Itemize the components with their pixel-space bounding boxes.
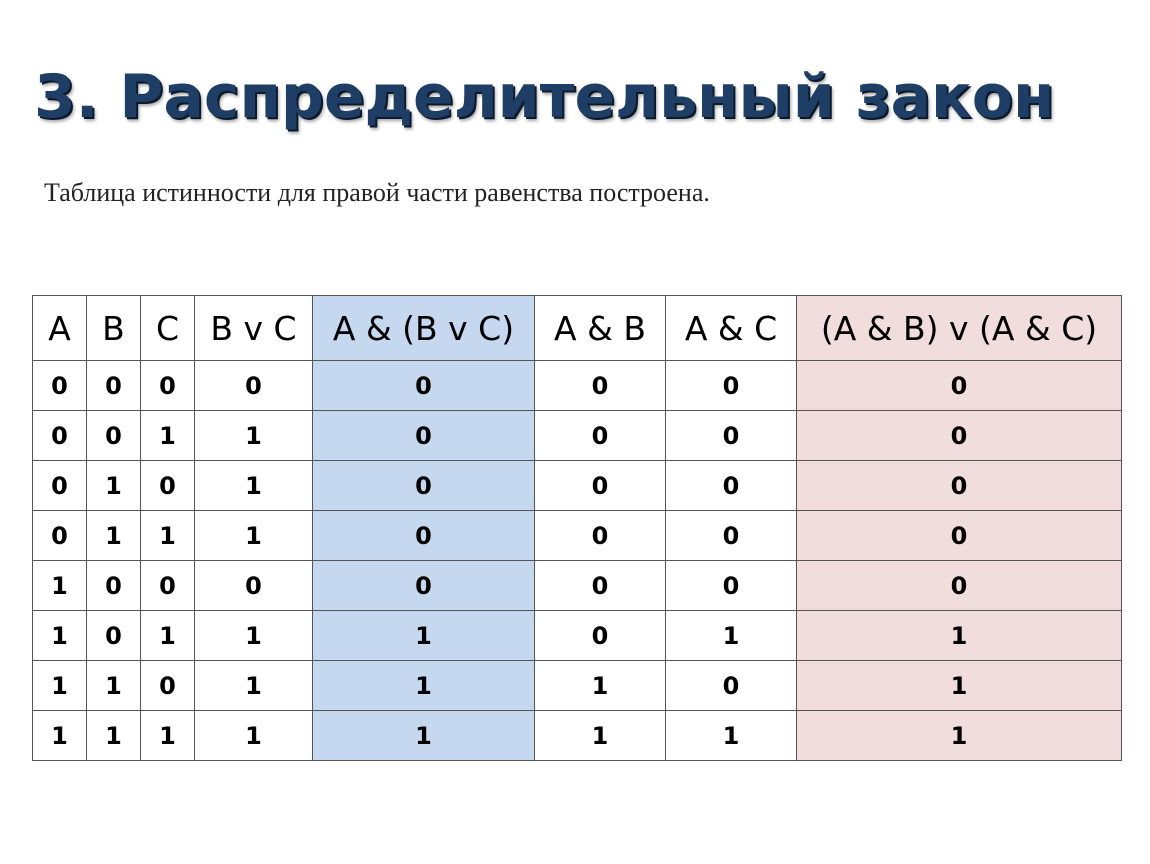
table-cell: 1 (141, 511, 195, 561)
table-cell: 1 (33, 561, 87, 611)
table-row (33, 511, 1122, 561)
table-cell: 0 (33, 511, 87, 561)
table-cell: 0 (797, 461, 1122, 511)
table-cell: 0 (666, 361, 797, 411)
header-cell-right-side: (A & B) v (A & C) (797, 296, 1122, 361)
table-cell: 1 (195, 611, 313, 661)
table-cell: 1 (87, 511, 141, 561)
table-cell: 0 (33, 411, 87, 461)
table-cell: 0 (87, 411, 141, 461)
table-cell: 0 (141, 361, 195, 411)
table-cell: 1 (141, 711, 195, 761)
table-cell: 1 (313, 711, 535, 761)
header-cell-c: C (141, 296, 195, 361)
truth-table (32, 295, 1122, 761)
table-row (33, 361, 1122, 411)
table-cell: 0 (87, 611, 141, 661)
header-cell-b: B (87, 296, 141, 361)
table-cell: 0 (313, 461, 535, 511)
table-cell: 1 (141, 611, 195, 661)
table-cell: 1 (797, 711, 1122, 761)
table-cell: 0 (666, 411, 797, 461)
table-cell: 0 (535, 411, 666, 461)
header-cell-b-or-c: B v C (195, 296, 313, 361)
table-cell: 1 (33, 711, 87, 761)
table-cell: 0 (33, 461, 87, 511)
table-cell: 0 (87, 561, 141, 611)
table-cell: 0 (666, 561, 797, 611)
table-row (33, 711, 1122, 761)
table-cell: 0 (141, 461, 195, 511)
table-cell: 0 (535, 511, 666, 561)
table-row (33, 461, 1122, 511)
table-cell: 0 (313, 511, 535, 561)
table-cell: 1 (195, 461, 313, 511)
table-cell: 1 (33, 611, 87, 661)
table-cell: 0 (797, 561, 1122, 611)
table-row (33, 661, 1122, 711)
table-cell: 1 (535, 661, 666, 711)
header-cell-a-and-b-or-c: A & (B v C) (313, 296, 535, 361)
table-cell: 1 (141, 411, 195, 461)
table-cell: 1 (87, 711, 141, 761)
table-cell: 1 (195, 511, 313, 561)
table-cell: 0 (313, 411, 535, 461)
slide-subtitle: Таблица истинности для правой части равенства построена. (44, 178, 710, 207)
table-row (33, 411, 1122, 461)
table-cell: 0 (666, 461, 797, 511)
table-cell: 0 (195, 361, 313, 411)
table-cell: 0 (313, 361, 535, 411)
table-cell: 0 (666, 661, 797, 711)
table-cell: 1 (87, 461, 141, 511)
table-cell: 0 (141, 661, 195, 711)
table-cell: 0 (195, 561, 313, 611)
table-cell: 1 (797, 611, 1122, 661)
table-cell: 1 (87, 661, 141, 711)
table-row (33, 611, 1122, 661)
table-cell: 1 (195, 661, 313, 711)
table-cell: 0 (313, 561, 535, 611)
table-cell: 1 (666, 711, 797, 761)
table-cell: 1 (666, 611, 797, 661)
table-cell: 0 (535, 561, 666, 611)
table-cell: 0 (535, 611, 666, 661)
table-cell: 0 (141, 561, 195, 611)
table-cell: 0 (535, 461, 666, 511)
table-header-row (33, 296, 1122, 361)
table-cell: 0 (797, 361, 1122, 411)
table-cell: 0 (87, 361, 141, 411)
table-cell: 0 (535, 361, 666, 411)
table-cell: 1 (535, 711, 666, 761)
table-cell: 1 (195, 711, 313, 761)
table-cell: 0 (33, 361, 87, 411)
table-cell: 1 (195, 411, 313, 461)
header-cell-a-and-c: A & C (666, 296, 797, 361)
table-row (33, 561, 1122, 611)
table-cell: 1 (313, 661, 535, 711)
table-cell: 1 (33, 661, 87, 711)
table-cell: 0 (666, 511, 797, 561)
header-cell-a: A (33, 296, 87, 361)
table-cell: 1 (797, 661, 1122, 711)
slide-title: 3. Распределительный закон (34, 62, 1055, 132)
table-cell: 1 (313, 611, 535, 661)
header-cell-a-and-b: A & B (535, 296, 666, 361)
table-cell: 0 (797, 411, 1122, 461)
table-cell: 0 (797, 511, 1122, 561)
